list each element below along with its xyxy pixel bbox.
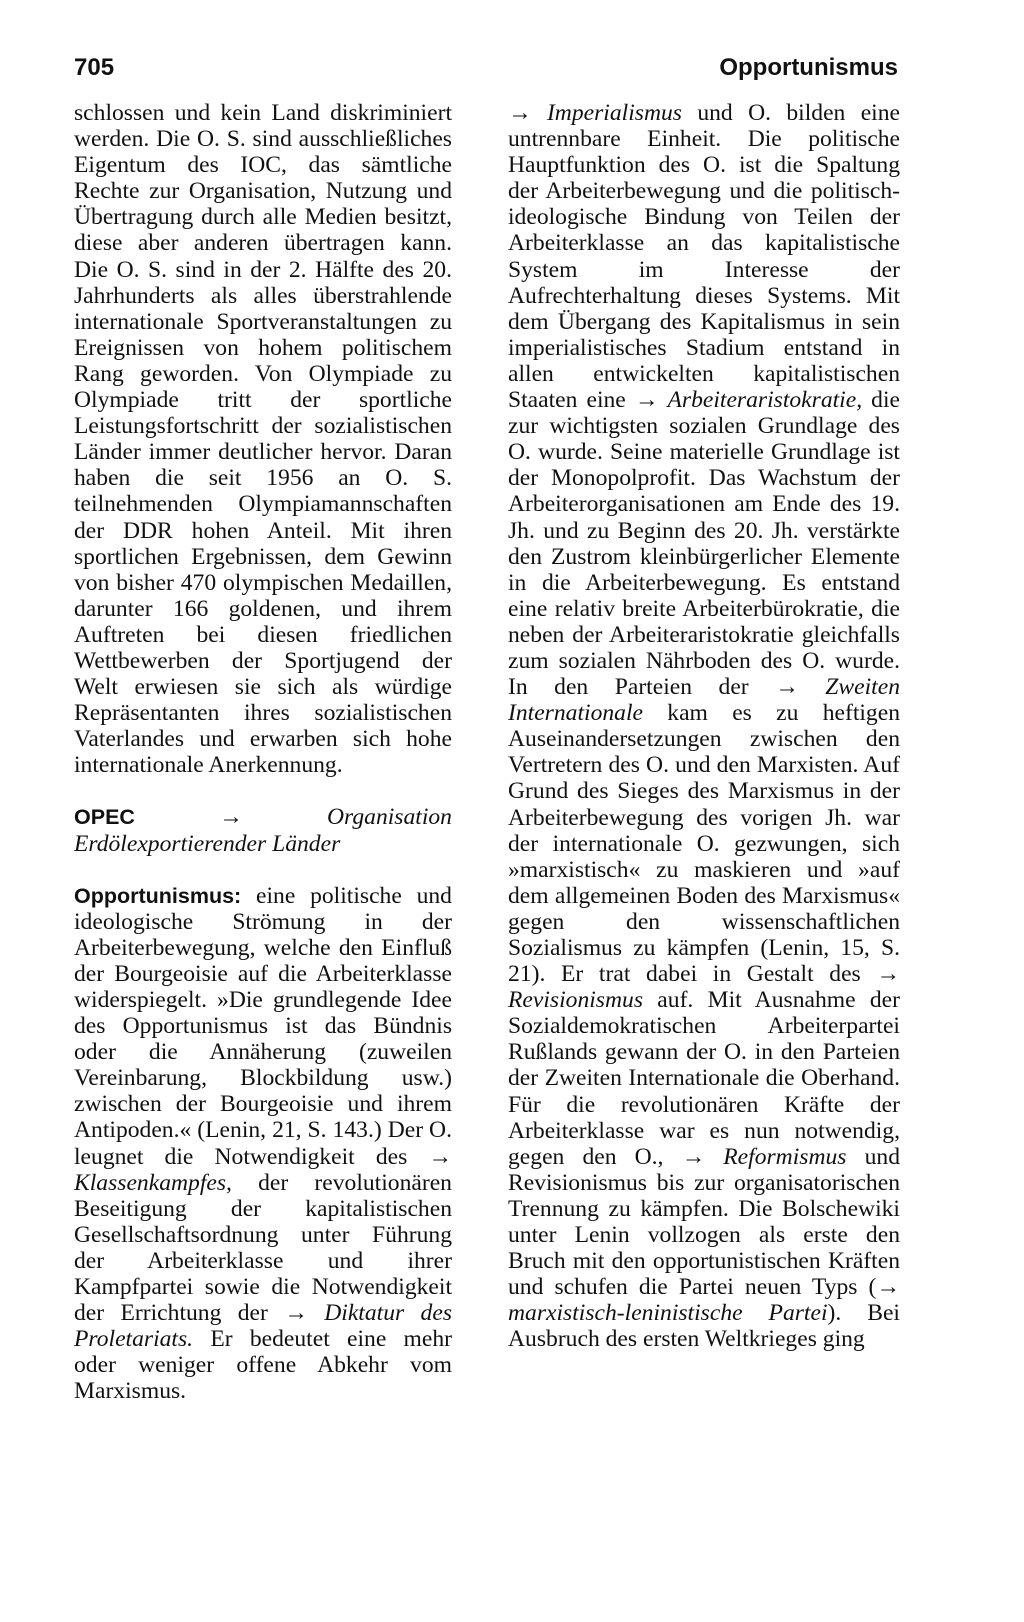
xref-imperialismus[interactable]: Imperialismus [546,100,682,126]
entry-text: und Revisionismus bis zur organisatorischen Trennung zu kämpfen. Die Bolschewiki unter Lenin vollzogen als erste den Bruch mit den opportunistischen Kräften und schufen die Partei neuen Typs ( [508,1143,900,1301]
page-number: 705 [74,54,115,81]
entry-text: und O. bilden eine untrennbare Einheit. Die politische Hauptfunktion des O. ist die Spaltung der Arbeiterbewegung und die politisch-ideologische Bindung von Teilen der Arbeiterklasse an das kapitalistische System im Interesse der Aufrechterhaltung dieses Systems. Mit dem Übergang des Kapitalismus in sein imperialistisches Stadium entstand in allen entwickelten kapitalistischen Staaten eine [508,100,900,414]
page-header [74,50,898,86]
olympic-games-continuation [74,100,452,778]
cross-reference-arrow-icon: → [634,387,659,414]
entry-text: die zur wichtigsten sozialen Grundlage des O. wurde. Seine materielle Grundlage ist der Monopolprofit. Das Wachstum der Arbeiterorganisationen am Ende des 19. Jh. und zu Beginn des 20. Jh. verstärkte den Zustrom kleinbürgerlicher Elemente in die Arbeiterbewegung. Es entstand eine relativ breite Arbeiterbürokratie, die neben der Arbeiteraristokratie gleichfalls zum sozialen Nährboden des O. wurde. In den Parteien der [508,387,900,701]
cross-reference-arrow-icon: → [876,961,900,988]
xref-diktatur-des-proletariats[interactable]: Diktatur des Proletariats. [74,1300,453,1353]
cross-reference-arrow-icon: → [775,674,799,701]
xref-zweite-internationale[interactable]: Zweiten Internationale [508,674,901,727]
cross-reference-arrow-icon: → [681,1143,706,1170]
cross-reference-arrow-icon: → [508,100,532,126]
entry-text: kam es zu heftigen Auseinandersetzungen zwischen den Vertretern des O. und den Marxisten. Auf Grund des Sieges des Marxismus in der Arbeiterbewegung des vorigen Jh. war der internationale O. gezwungen, sich »marxistisch« zu maskieren und »auf dem allgemeinen Boden des Marxismus« gegen den wissenschaftlichen Sozialismus zu kämpfen (Lenin, 15, S. 21). Er trat dabei in Gestalt des [508,700,900,988]
opportunismus-headword: Opportunismus: [74,883,242,908]
left-column [74,100,452,1405]
opec-entry [74,804,452,856]
entry-text: auf. Mit Ausnahme der Sozialdemokratischen Arbeiterpartei Rußlands gewann der O. in den Parteien der Zweiten Internationale die Oberhand. Für die revolutionären Kräfte der Arbeiterklasse war es nun notwendig, gegen den O., [508,987,900,1170]
entry-text: eine politische und ideologische Strömung in der Arbeiterbewegung, welche den Einfluß der Bourgeoisie auf die Arbeiterklasse widerspiegelt. »Die grundlegende Idee des Opportunismus ist das Bündnis oder die Annäherung (zuweilen Vereinbarung, Blockbildung usw.) zwischen der Bourgeoisie und ihrem Antipoden.« (Lenin, 21, S. 143.) Der O. leugnet die Notwendigkeit des [74,882,452,1170]
xref-reformismus[interactable]: Reformismus [723,1143,847,1170]
entry-text: Er bedeutet eine mehr oder weniger offene Abkehr vom Marxismus. [74,1326,453,1405]
xref-marxistisch-leninistische-partei[interactable]: marxistisch-leninistische Partei [508,1300,828,1327]
cross-reference-arrow-icon: → [876,1274,900,1301]
cross-reference-arrow-icon: → [284,1300,308,1327]
opec-cross-reference[interactable]: Organisation Erdölexportierender Länder [74,804,452,857]
xref-arbeiteraristokratie[interactable]: Arbeiteraristokratie, [667,387,863,414]
opec-headword: OPEC [74,805,135,830]
paragraph-text: schlossen und kein Land diskriminiert werden. Die O. S. sind ausschließliches Eigentum des IOC, das sämtliche Rechte zur Organisation, Nutzung und Übertragung durch alle Medien besitzt, diese aber anderen übertragen kann. Die O. S. sind in der 2. Hälfte des 20. Jahrhunderts als alles überstrahlende internationale Sportveranstaltungen zu Ereignissen von hohem politischem Rang geworden. Von Olympiade zu Olympiade tritt der sportliche Leistungsfortschritt der sozialistischen Länder immer deutlicher hervor. Daran haben die seit 1956 an O. S. teilnehmenden Olympiamannschaften der DDR hohen Anteil. Mit ihren sportlichen Ergebnissen, dem Gewinn von bisher 470 olympischen Medaillen, darunter 166 goldenen, und ihrem Auftreten bei diesen friedlichen Wettbewerben der Sportjugend der Welt erwiesen sie sich als würdige Repräsentanten ihres sozialistischen Vaterlandes und erwarben sich hohe internationale Anerkennung. [74,100,452,779]
xref-klassenkampf[interactable]: Klassenkampfes, [74,1169,232,1196]
entry-text: ). Bei Ausbruch des ersten Weltkrieges ging [508,1300,900,1353]
opportunismus-continuation [508,100,900,1353]
xref-revisionismus[interactable]: Revisionismus [508,987,643,1014]
cross-reference-arrow-icon: → [219,804,243,831]
opportunismus-entry [74,883,452,1405]
entry-text: der revolutionären Beseitigung der kapitalistischen Gesellschaftsordnung unter Führung der Arbeiterklasse und ihrer Kampfpartei sowie die Notwendigkeit der Errichtung der [74,1169,452,1327]
right-column [508,100,900,1353]
running-head: Opportunismus [719,54,898,81]
cross-reference-arrow-icon: → [428,1143,452,1170]
